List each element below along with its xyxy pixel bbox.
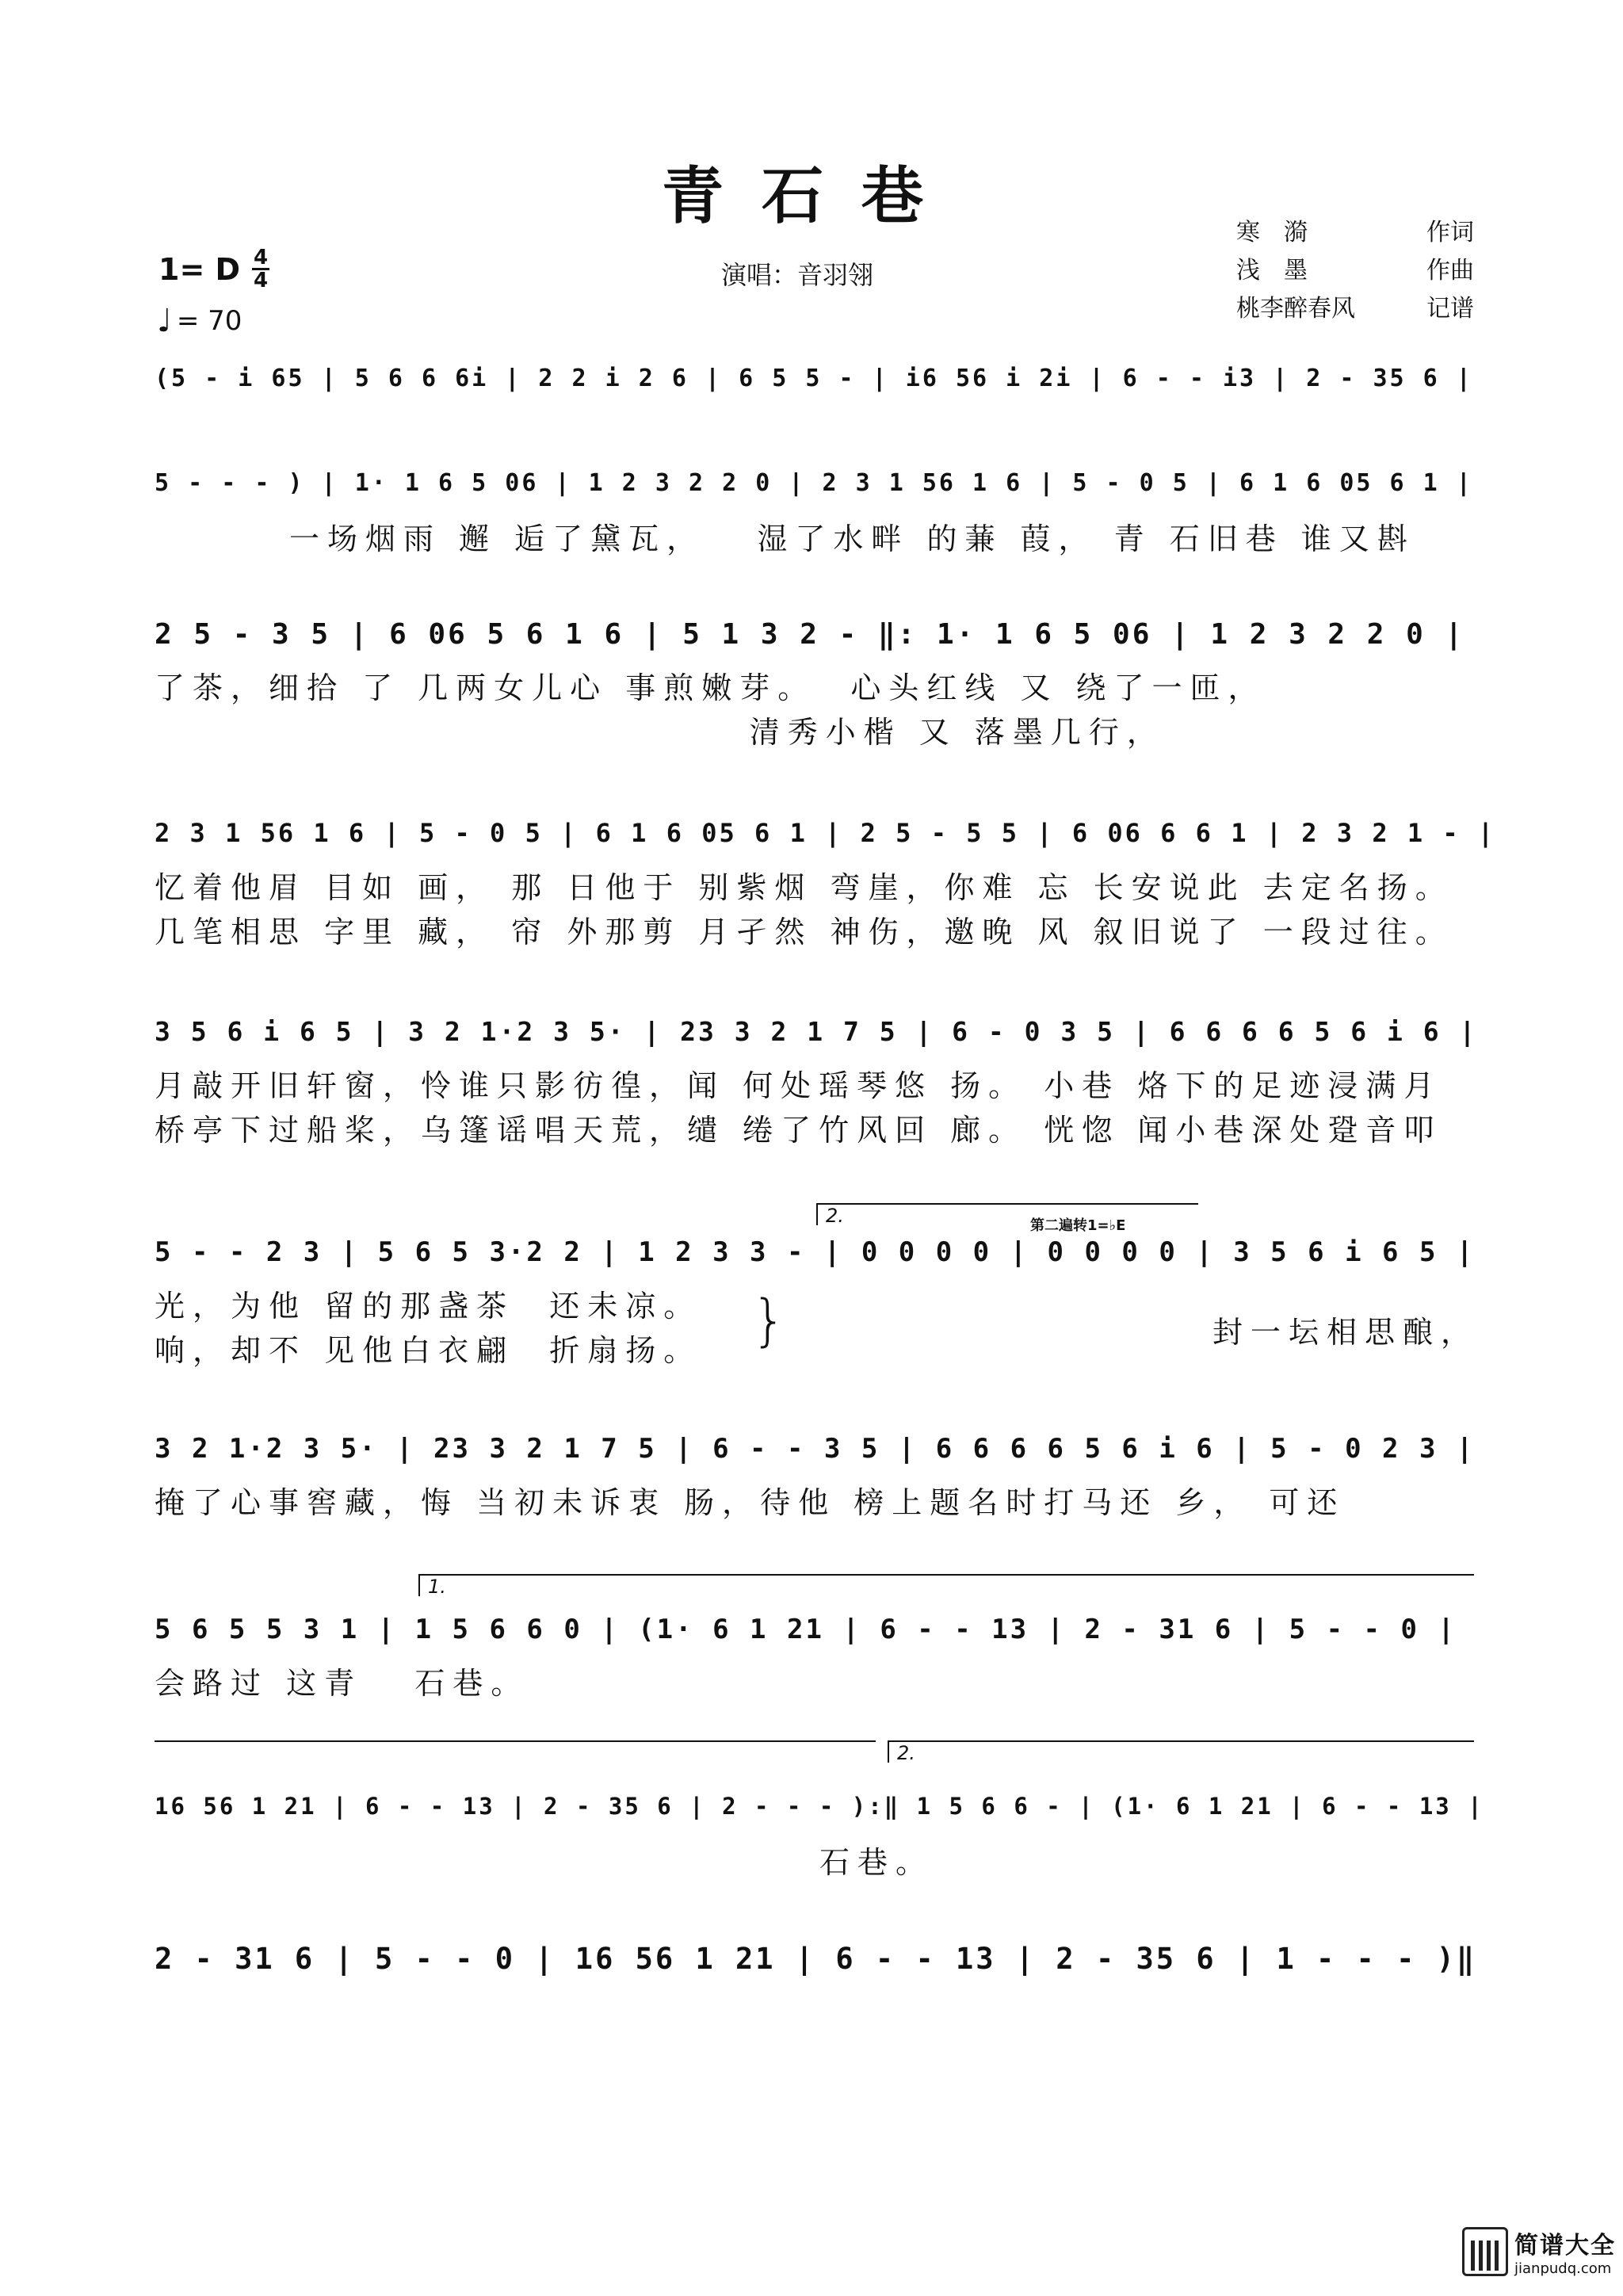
- credit-name: 寒 漪: [1236, 219, 1308, 246]
- lyric-line: 桥亭下过船桨，乌篷谣唱天荒，缱 绻了竹风回 廊。 恍惚 闻小巷深处跫音叩: [155, 1113, 1442, 1148]
- site-watermark: [1462, 2225, 1616, 2277]
- score-system-6: [155, 1236, 1474, 1373]
- credit-role: 作词: [1426, 219, 1474, 246]
- lyric-line: 掩了心事窖藏，悔 当初未诉衷 肠，待他 榜上题名时打马还 乡， 可还: [155, 1485, 1346, 1520]
- volta-label: 1.: [428, 1576, 446, 1598]
- modulation-note: 第二遍转1=♭E: [1030, 1217, 1126, 1234]
- notation-line: 5 6 5 5 3 1 | 1 5 6 6 0 | (1· 6 1 21 | 6 - - 13 | 2 - 31 6 | 5 - - 0 |: [155, 1614, 1457, 1645]
- volta-bracket-1: [418, 1574, 1474, 1596]
- lyric-line: 会路过 这青 石巷。: [155, 1666, 529, 1701]
- credit-role: 记谱: [1426, 295, 1474, 323]
- notation-line: 2 5 - 3 5 | 6 06 5 6 1 6 | 5 1 3 2 - ‖: 1· 1 6 5 06 | 1 2 3 2 2 0 |: [155, 618, 1465, 651]
- credit-lyricist: [1236, 214, 1474, 252]
- volta-label: 2.: [826, 1205, 844, 1227]
- notation-line: 2 - 31 6 | 5 - - 0 | 16 56 1 21 | 6 - - 13 | 2 - 35 6 | 1 - - - )‖: [155, 1942, 1477, 1976]
- volta-continuation-line: [155, 1740, 876, 1742]
- volta-bracket-2: [816, 1203, 1198, 1225]
- score-system-3: [155, 618, 1474, 755]
- lyric-line: 月敲开旧轩窗，怜谁只影彷徨，闻 何处瑶琴悠 扬。 小巷 烙下的足迹浸满月: [155, 1068, 1442, 1103]
- lyric-line: 清秀小楷 又 落墨几行，: [155, 715, 1165, 750]
- watermark-name: 简谱大全: [1514, 2232, 1616, 2260]
- score-system-1: [155, 365, 1474, 412]
- time-signature: [252, 247, 269, 291]
- notation-line: 5 - - - ) | 1· 1 6 5 06 | 1 2 3 2 2 0 | 2 3 1 56 1 6 | 5 - 0 5 | 6 1 6 05 6 1 |: [155, 469, 1473, 497]
- credit-name: 桃李醉春风: [1236, 295, 1355, 323]
- notation-line: (5 - i 65 | 5 6 6 6i | 2 2 i 2 6 | 6 5 5 - | i6 56 i 2i | 6 - - i3 | 2 - 35 6 |: [155, 365, 1473, 392]
- lyric-line: 一场烟雨 邂 逅了黛瓦， 湿了水畔 的蒹 葭， 青 石旧巷 谁又斟: [289, 521, 1415, 556]
- side-lyric: 封一坛相思酿，: [1212, 1315, 1480, 1350]
- lyric-line: 忆着他眉 目如 画， 那 日他于 别紫烟 弯崖，你难 忘 长安说此 去定名扬。: [155, 870, 1453, 905]
- lyric-brace: }: [751, 1288, 787, 1353]
- watermark-url: jianpudq.com: [1514, 2260, 1612, 2277]
- lyric-line: 响，却不 见他白衣翩 折扇扬。: [155, 1333, 702, 1368]
- credit-name: 浅 墨: [1236, 257, 1308, 285]
- piano-keys-icon: [1462, 2227, 1508, 2276]
- credit-transcriber: [1236, 290, 1474, 328]
- meter-bottom: 4: [253, 269, 269, 292]
- tempo-marking: [157, 303, 242, 339]
- score-system-8: [155, 1614, 1474, 1706]
- score-system-4: [155, 818, 1496, 954]
- notation-line: 5 - - 2 3 | 5 6 5 3·2 2 | 1 2 3 3 - | 0 0 0 0 | 0 0 0 0 | 3 5 6 i 6 5 |: [155, 1236, 1476, 1268]
- song-title: 青石巷: [661, 160, 961, 232]
- score-system-9: [155, 1793, 1484, 1885]
- notation-line: 3 5 6 i 6 5 | 3 2 1·2 3 5· | 23 3 2 1 7 5 | 6 - 0 3 5 | 6 6 6 6 5 6 i 6 |: [155, 1016, 1478, 1047]
- lyric-line: 了茶，细拾 了 几两女儿心 事煎嫩芽。 心头红线 又 绕了一匝，: [155, 670, 1266, 705]
- score-system-2: [155, 469, 1474, 561]
- meter-top: 4: [253, 246, 269, 269]
- quarter-note-icon: ♩: [157, 303, 172, 339]
- lyric-line: 石巷。: [155, 1845, 934, 1880]
- volta-label: 2.: [897, 1742, 915, 1764]
- notation-line: 16 56 1 21 | 6 - - 13 | 2 - 35 6 | 2 - - - ):‖ 1 5 6 6 - | (1· 6 1 21 | 6 - - 13 |: [155, 1793, 1484, 1820]
- volta-bracket-2b: [888, 1740, 1474, 1763]
- credit-role: 作曲: [1426, 257, 1474, 285]
- tempo-value: = 70: [176, 305, 242, 337]
- singer-credit: 演唱：音羽翎: [721, 260, 874, 290]
- credits-block: [1236, 214, 1474, 328]
- score-system-7: [155, 1433, 1474, 1525]
- score-system-5: [155, 1016, 1478, 1152]
- key-signature: 1= D: [158, 252, 241, 287]
- notation-line: 2 3 1 56 1 6 | 5 - 0 5 | 6 1 6 05 6 1 | 2 5 - 5 5 | 6 06 6 6 1 | 2 3 2 1 - |: [155, 818, 1496, 848]
- credit-composer: [1236, 252, 1474, 290]
- score-system-10: [155, 1942, 1477, 1989]
- notation-line: 3 2 1·2 3 5· | 23 3 2 1 7 5 | 6 - - 3 5 | 6 6 6 6 5 6 i 6 | 5 - 0 2 3 |: [155, 1433, 1476, 1465]
- lyric-line: 光，为他 留的那盏茶 还未凉。: [155, 1289, 702, 1324]
- lyric-line: 几笔相思 字里 藏， 帘 外那剪 月孑然 神伤，邀晚 风 叙旧说了 一段过往。: [155, 915, 1453, 949]
